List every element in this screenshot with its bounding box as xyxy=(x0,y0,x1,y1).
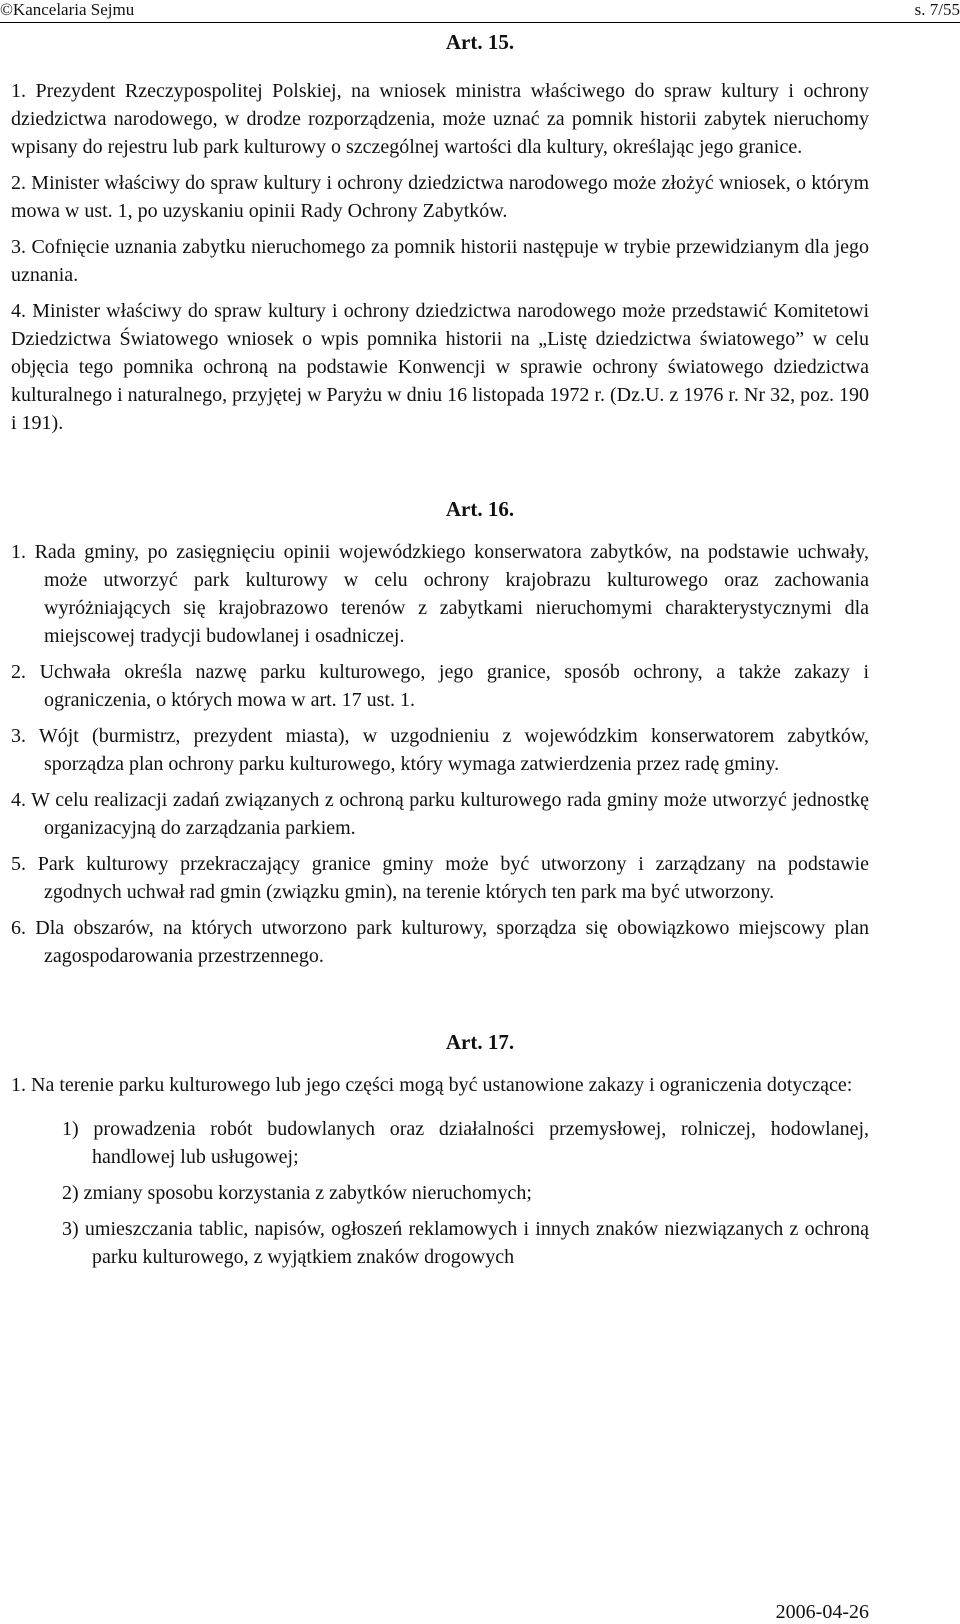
paragraph: 2. Minister właściwy do spraw kultury i ochrony dziedzictwa narodowego może złożyć wniosek, o którym mowa w ust. 1, po uzyskaniu opinii Rady Ochrony Zabytków. xyxy=(11,172,870,222)
list-item: 3) umieszczania tablic, napisów, ogłoszeń reklamowych i innych znaków niezwiązanych z ochroną parku kulturowego, z wyjątkiem znaków drogowych xyxy=(62,1218,869,1268)
paragraph: 4. W celu realizacji zadań związanych z ochroną parku kulturowego rada gminy może utworzyć jednostkę organizacyjną do zarządzania parkiem. xyxy=(11,789,870,839)
paragraph: 1. Rada gminy, po zasięgnięciu opinii wojewódzkiego konserwatora zabytków, na podstawie uchwały, może utworzyć park kulturowy w celu ochrony krajobrazu kulturowego oraz zachowania wyróżniających się krajobrazowo terenów z zabytkami nieruchomymi charakterystycznymi dla miejscowej tradycji budowlanej i osadniczej. xyxy=(11,541,869,647)
article-title: Art. 17. xyxy=(445,1030,515,1054)
list-item: 2) zmiany sposobu korzystania z zabytków nieruchomych; xyxy=(62,1182,532,1204)
paragraph: 1. Prezydent Rzeczypospolitej Polskiej, na wniosek ministra właściwego do spraw kultury i ochrony dziedzictwa narodowego, w drodze rozporządzenia, może uznać za pomnik historii zabytek nieruchomy wpisany do rejestru lub park kulturowy o szczególnej wartości dla kultury, określając jego granice. xyxy=(11,80,869,158)
document-date: 2006-04-26 xyxy=(775,1601,869,1623)
publisher-label: ©Kancelaria Sejmu xyxy=(0,0,135,19)
paragraph: 6. Dla obszarów, na których utworzono park kulturowy, sporządza się obowiązkowo miejscowy plan zagospodarowania przestrzennego. xyxy=(11,917,869,967)
paragraph: 4. Minister właściwy do spraw kultury i ochrony dziedzictwa narodowego może przedstawić Komitetowi Dziedzictwa Światowego wniosek o wpis pomnika historii na „Listę dziedzictwa światowego” w celu objęcia tego pomnika ochroną na podstawie Konwencji w sprawie ochrony światowego dziedzictwa kulturalnego i naturalnego, przyjętej w Paryżu w dniu 16 listopada 1972 r. (Dz.U. z 1976 r. Nr 32, poz. 190 i 191). xyxy=(11,300,869,434)
paragraph: 3. Wójt (burmistrz, prezydent miasta), w uzgodnieniu z wojewódzkim konserwatorem zabytków, sporządza plan ochrony parku kulturowego, który wymaga zatwierdzenia przez radę gminy. xyxy=(11,725,870,775)
document-body xyxy=(0,30,960,1279)
article-title: Art. 15. xyxy=(445,30,515,54)
paragraph: 3. Cofnięcie uznania zabytku nieruchomego za pomnik historii następuje w trybie przewidzianym dla jego uznania. xyxy=(11,236,870,286)
paragraph: 5. Park kulturowy przekraczający granice gminy może być utworzony i zarządzany na podstawie zgodnych uchwał rad gmin (związku gmin), na terenie których ten park ma być utworzony. xyxy=(11,853,870,903)
page-header xyxy=(0,0,960,23)
article-title: Art. 16. xyxy=(445,497,515,521)
paragraph: 1. Na terenie parku kulturowego lub jego części mogą być ustanowione zakazy i ograniczenia dotyczące: xyxy=(11,1074,853,1096)
page-number: s. 7/55 xyxy=(914,0,960,19)
paragraph: 2. Uchwała określa nazwę parku kulturowego, jego granice, sposób ochrony, a także zakazy i ograniczenia, o których mowa w art. 17 ust. 1. xyxy=(11,661,870,711)
list-item: 1) prowadzenia robót budowlanych oraz działalności przemysłowej, rolniczej, hodowlanej, handlowej lub usługowej; xyxy=(62,1118,870,1168)
